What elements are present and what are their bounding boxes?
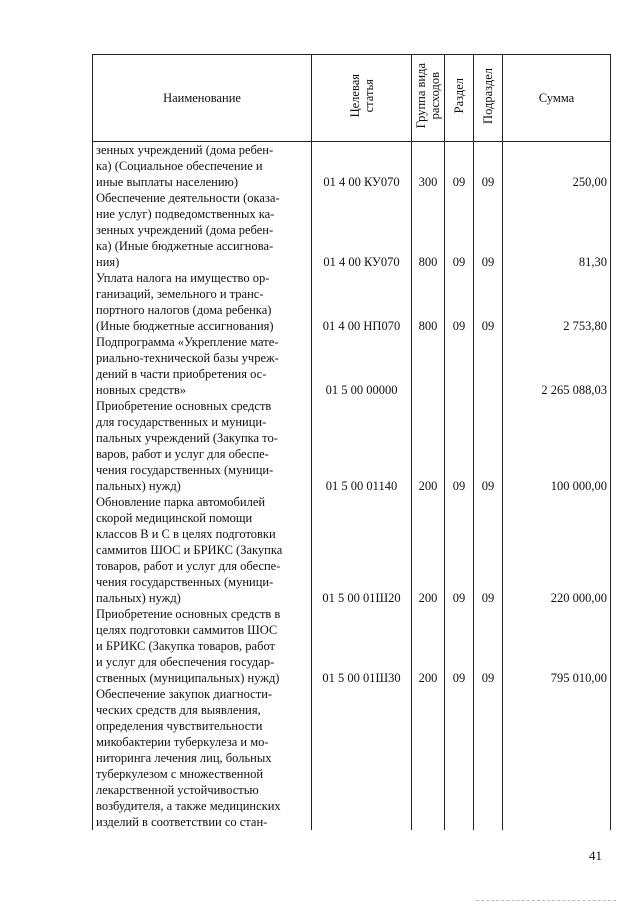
table-row (93, 334, 611, 398)
table-row (93, 190, 611, 270)
row-name-line: риально-технической базы учреж- (96, 351, 279, 365)
row-name-line: и услуг для обеспечения государ- (96, 655, 275, 669)
row-name-cell (93, 142, 312, 191)
row-sum-cell: 2 753,80 (503, 270, 611, 334)
row-section-cell: 09 (445, 190, 474, 270)
row-name-cell (93, 334, 312, 398)
table-row (93, 686, 611, 830)
row-name-line: ка) (Социальное обеспечение и (96, 159, 263, 173)
row-name-line: иные выплаты населению) (96, 175, 239, 189)
row-section-cell: 09 (445, 606, 474, 686)
row-section-cell (445, 686, 474, 830)
row-name-line: и БРИКС (Закупка товаров, работ (96, 639, 276, 653)
row-name-line: для государственных и муници- (96, 415, 267, 429)
row-name-line: Приобретение основных средств (96, 399, 272, 413)
row-group-cell: 200 (412, 398, 445, 494)
row-name-line: дений в части приобретения ос- (96, 367, 267, 381)
row-subsection-cell: 09 (474, 606, 503, 686)
row-name-line: товаров, работ и услуг для обеспе- (96, 559, 281, 573)
row-section-cell: 09 (445, 270, 474, 334)
row-subsection-cell: 09 (474, 142, 503, 191)
row-name-cell (93, 270, 312, 334)
row-name-line: Подпрограмма «Укрепление мате- (96, 335, 279, 349)
row-name-line: (Иные бюджетные ассигнования) (96, 319, 274, 333)
table-body (93, 142, 611, 831)
row-sum-cell: 220 000,00 (503, 494, 611, 606)
row-name-line: ниторинга лечения лиц, больных (96, 751, 272, 765)
row-name-line: новных средств» (96, 383, 187, 397)
header-subsection: Подраздел (474, 55, 503, 142)
row-name-line: ка) (Иные бюджетные ассигнова- (96, 239, 274, 253)
row-sum-cell: 2 265 088,03 (503, 334, 611, 398)
row-name-line: пальных) нужд) (96, 479, 181, 493)
row-subsection-cell: 09 (474, 190, 503, 270)
row-name-cell (93, 190, 312, 270)
table-row (93, 398, 611, 494)
row-name-line: Обеспечение деятельности (оказа- (96, 191, 280, 205)
row-name-cell (93, 606, 312, 686)
row-name-cell (93, 686, 312, 830)
row-name-cell (93, 398, 312, 494)
row-name-cell (93, 494, 312, 606)
row-name-line: пальных) нужд) (96, 591, 181, 605)
table-header-row (93, 55, 611, 142)
table-row (93, 494, 611, 606)
row-target-cell: 01 5 00 01Ш30 (312, 606, 412, 686)
header-target: Целевая статья (312, 55, 412, 142)
row-group-cell: 300 (412, 142, 445, 191)
row-name-line: ганизаций, земельного и транс- (96, 287, 264, 301)
row-name-line: микобактерии туберкулеза и мо- (96, 735, 269, 749)
row-sum-cell: 250,00 (503, 142, 611, 191)
page-number: 41 (589, 848, 602, 863)
table-row (93, 270, 611, 334)
row-subsection-cell: 09 (474, 270, 503, 334)
row-name-line: Уплата налога на имущество ор- (96, 271, 270, 285)
row-group-cell: 200 (412, 494, 445, 606)
budget-table (92, 54, 611, 830)
row-name-line: ственных (муниципальных) нужд) (96, 671, 280, 685)
row-subsection-cell: 09 (474, 398, 503, 494)
header-name: Наименование (93, 55, 312, 142)
row-name-line: целях подготовки саммитов ШОС (96, 623, 278, 637)
row-name-line: возбудителя, а также медицинских (96, 799, 281, 813)
row-name-line: определения чувствительности (96, 719, 263, 733)
row-name-line: классов В и С в целях подготовки (96, 527, 276, 541)
row-subsection-cell (474, 686, 503, 830)
row-subsection-cell (474, 334, 503, 398)
row-group-cell: 200 (412, 606, 445, 686)
table-row (93, 606, 611, 686)
row-subsection-cell: 09 (474, 494, 503, 606)
row-name-line: саммитов ШОС и БРИКС (Закупка (96, 543, 283, 557)
row-group-cell: 800 (412, 190, 445, 270)
header-sum: Сумма (503, 55, 611, 142)
row-name-line: варов, работ и услуг для обеспе- (96, 447, 269, 461)
row-name-line: ния) (96, 255, 120, 269)
row-name-line: ческих средств для выявления, (96, 703, 261, 717)
row-name-line: зенных учреждений (дома ребен- (96, 143, 274, 157)
row-target-cell: 01 5 00 01140 (312, 398, 412, 494)
scan-edge-line (476, 900, 616, 901)
row-section-cell (445, 334, 474, 398)
row-name-line: зенных учреждений (дома ребен- (96, 223, 274, 237)
row-name-line: Приобретение основных средств в (96, 607, 281, 621)
row-name-line: изделий в соответствии со стан- (96, 815, 268, 829)
row-target-cell: 01 5 00 00000 (312, 334, 412, 398)
row-name-line: Обновление парка автомобилей (96, 495, 266, 509)
row-target-cell (312, 686, 412, 830)
row-sum-cell: 795 010,00 (503, 606, 611, 686)
row-section-cell: 09 (445, 398, 474, 494)
row-section-cell: 09 (445, 142, 474, 191)
row-sum-cell (503, 686, 611, 830)
row-target-cell: 01 4 00 КУ070 (312, 190, 412, 270)
row-name-line: скорой медицинской помощи (96, 511, 253, 525)
row-group-cell: 800 (412, 270, 445, 334)
header-group: Группа вида расходов (412, 55, 445, 142)
row-group-cell (412, 686, 445, 830)
row-name-line: лекарственной устойчивостью (96, 783, 259, 797)
row-target-cell: 01 4 00 НП070 (312, 270, 412, 334)
row-sum-cell: 100 000,00 (503, 398, 611, 494)
row-name-line: туберкулезом с множественной (96, 767, 264, 781)
row-section-cell: 09 (445, 494, 474, 606)
row-target-cell: 01 4 00 КУ070 (312, 142, 412, 191)
row-name-line: пальных учреждений (Закупка то- (96, 431, 278, 445)
row-name-line: чения государственных (муници- (96, 463, 274, 477)
header-section: Раздел (445, 55, 474, 142)
row-name-line: ние услуг) подведомственных ка- (96, 207, 275, 221)
row-target-cell: 01 5 00 01Ш20 (312, 494, 412, 606)
row-group-cell (412, 334, 445, 398)
row-name-line: чения государственных (муници- (96, 575, 274, 589)
row-sum-cell: 81,30 (503, 190, 611, 270)
row-name-line: портного налогов (дома ребенка) (96, 303, 272, 317)
row-name-line: Обеспечение закупок диагности- (96, 687, 273, 701)
table-row (93, 142, 611, 191)
